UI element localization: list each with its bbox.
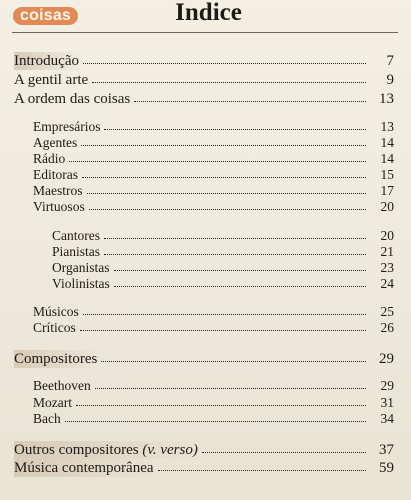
toc-entry (33, 410, 394, 427)
entry-label: Pianistas (52, 244, 101, 259)
entry-page: 14 (380, 151, 394, 166)
leader-dots (104, 226, 366, 239)
leader-dots (69, 149, 366, 162)
leader-dots (65, 409, 366, 422)
toc-entry (14, 459, 394, 477)
entry-page: 13 (379, 91, 394, 107)
entry-page: 34 (380, 411, 394, 426)
toc-entry (33, 377, 394, 394)
entry-page: 23 (380, 260, 394, 275)
leader-dots (202, 440, 366, 453)
entry-page: 29 (379, 351, 394, 367)
toc-entry (14, 350, 394, 368)
entry-label: Empresários (33, 119, 101, 134)
entry-label: Música contemporânea (14, 459, 158, 477)
leader-dots (80, 318, 366, 331)
entry-page: 26 (380, 320, 394, 335)
leader-dots (158, 458, 366, 471)
entry-page: 21 (380, 244, 394, 259)
leader-dots (104, 242, 366, 255)
entry-label: Mozart (33, 395, 72, 410)
entry-page: 15 (380, 167, 394, 182)
entry-label: Agentes (33, 135, 78, 150)
entry-page: 37 (379, 442, 394, 458)
entry-label: Violinistas (52, 276, 110, 291)
entry-label: Maestros (33, 183, 83, 198)
entry-page: 7 (386, 53, 394, 69)
leader-dots (87, 181, 367, 194)
leader-dots (134, 89, 366, 102)
entry-page: 31 (380, 395, 394, 410)
leader-dots (95, 376, 366, 389)
entry-page: 25 (380, 304, 394, 319)
leader-dots (81, 133, 366, 146)
leader-dots (89, 197, 366, 210)
entry-label: Editoras (33, 167, 78, 182)
leader-dots (101, 349, 366, 362)
leader-dots (92, 70, 366, 83)
leader-dots (82, 165, 366, 178)
leader-dots (104, 117, 366, 130)
entry-page: 14 (380, 135, 394, 150)
entry-page: 24 (380, 276, 394, 291)
leader-dots (76, 393, 366, 406)
toc-entry (33, 319, 394, 336)
entry-page: 20 (380, 228, 394, 243)
toc-entry (14, 441, 394, 459)
entry-page: 13 (380, 119, 394, 134)
toc-entry (33, 198, 394, 215)
toc-entry (52, 275, 394, 292)
entry-label: A ordem das coisas (14, 91, 131, 107)
entry-page: 20 (380, 199, 394, 214)
entry-page: 9 (386, 72, 394, 88)
toc-entry (14, 52, 394, 70)
entry-label: Beethoven (33, 378, 91, 393)
leader-dots (114, 258, 367, 271)
entry-label: Bach (33, 411, 61, 426)
entry-label: Rádio (33, 151, 66, 166)
entry-page: 17 (380, 183, 394, 198)
section-tag: coisas (13, 7, 78, 25)
leader-dots (83, 51, 366, 64)
title-rule (12, 32, 398, 33)
entry-label: Cantores (52, 228, 100, 243)
toc-entry (14, 90, 394, 108)
entry-page: 59 (379, 460, 394, 476)
entry-label-note: (v. verso) (142, 442, 198, 458)
page-title: Indice (175, 0, 242, 26)
entry-label: Músicos (33, 304, 79, 319)
entry-label-text: Outros compositores (v. verso) (14, 442, 198, 458)
entry-label: Virtuosos (33, 199, 85, 214)
entry-label: A gentil arte (14, 72, 89, 88)
entry-label (14, 441, 202, 459)
toc-entry (14, 71, 394, 89)
leader-dots (114, 274, 366, 287)
entry-label: Compositores (14, 350, 101, 368)
entry-label: Críticos (33, 320, 76, 335)
entry-label: Introdução (14, 52, 83, 70)
leader-dots (83, 302, 366, 315)
entry-label: Organistas (52, 260, 110, 275)
entry-page: 29 (380, 378, 394, 393)
